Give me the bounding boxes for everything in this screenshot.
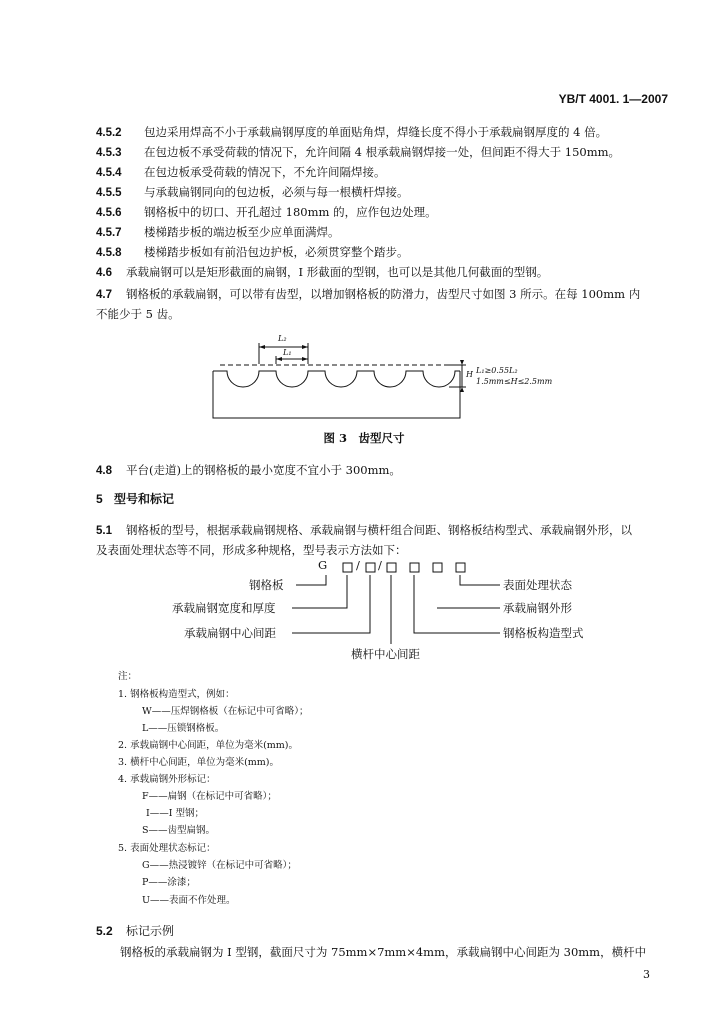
clause-text: 在包边板承受荷载的情况下，不允许间隔焊接。 xyxy=(144,165,386,179)
leader-box4 xyxy=(414,575,500,633)
label-crossbar-pitch: 横杆中心间距 xyxy=(351,647,420,661)
clause-number: 4.5.4 xyxy=(96,167,122,179)
formula-h: 1.5mm≤H≤2.5mm xyxy=(476,377,553,386)
note-line: P——涂漆； xyxy=(142,877,196,888)
section-title: 型号和标记 xyxy=(114,492,175,506)
clause-text: 钢格板中的切口、开孔超过 180mm 的，应作包边处理。 xyxy=(144,205,437,219)
clause-number: 4.5.5 xyxy=(96,187,122,199)
label-grating: 钢格板 xyxy=(249,578,284,592)
clause-text: 钢格板的承载扁钢，可以带有齿型，以增加钢格板的防滑力，齿型尺寸如图 3 所示。在每 100mm 内 xyxy=(126,287,641,301)
clause-title: 标记示例 xyxy=(126,924,175,938)
note-line: U——表面不作处理。 xyxy=(142,895,236,906)
label-bar-pitch: 承载扁钢中心间距 xyxy=(184,626,276,640)
code-box-4 xyxy=(410,563,419,572)
clause-number: 4.5.6 xyxy=(96,207,122,219)
clause-number: 4.5.8 xyxy=(96,247,122,259)
figure-caption: 图 3 齿型尺寸 xyxy=(323,431,405,445)
leader-box1 xyxy=(292,575,347,608)
leader-box6 xyxy=(460,575,500,585)
clause-number: 4.6 xyxy=(96,267,112,279)
note-line: 5. 表面处理状态标记： xyxy=(118,843,216,854)
clause-5-2-text: 钢格板的承载扁钢为 I 型钢，截面尺寸为 75mm×7mm×4mm，承载扁钢中心间距为 30mm，横杆中 xyxy=(120,945,647,959)
note-line: 1. 钢格板构造型式，例如： xyxy=(118,689,235,700)
clause-number: 4.7 xyxy=(96,289,112,301)
note-line: 2. 承载扁钢中心间距，单位为毫米(mm)。 xyxy=(118,740,299,751)
code-box-1 xyxy=(343,563,352,572)
dim-l1-label: L₁ xyxy=(283,348,292,357)
code-slash: / xyxy=(356,558,360,572)
clause-text: 与承载扁钢同向的包边板，必须与每一根横杆焊接。 xyxy=(144,185,409,199)
code-slash: / xyxy=(378,558,382,572)
note-line: F——扁钢（在标记中可省略）； xyxy=(142,791,277,802)
formula-l1: L₁≥0.55L₂ xyxy=(476,366,518,375)
clause-text: 楼梯踏步板的端边板至少应单面满焊。 xyxy=(144,225,340,239)
clause-text: 承载扁钢可以是矩形截面的扁钢，I 形截面的型钢，也可以是其他几何截面的型钢。 xyxy=(126,265,549,279)
clause-text: 在包边板不承受荷载的情况下，允许间隔 4 根承载扁钢焊接一处，但间距不得大于 150mm。 xyxy=(144,145,621,159)
clause-number: 5.1 xyxy=(96,525,112,537)
leader-g xyxy=(296,575,326,585)
clause-5-1-cont: 及表面处理状态等不同，形成多种规格，型号表示方法如下： xyxy=(96,543,407,557)
code-letter: G xyxy=(318,558,328,572)
label-construction: 钢格板构造型式 xyxy=(503,626,584,640)
label-surface: 表面处理状态 xyxy=(503,578,572,592)
label-bar-size: 承载扁钢宽度和厚度 xyxy=(172,601,276,615)
clause-4-7-cont: 不能少于 5 齿。 xyxy=(96,307,180,321)
clause-number: 4.5.7 xyxy=(96,227,122,239)
code-box-6 xyxy=(456,563,465,572)
note-line: G——热浸镀锌（在标记中可省略）； xyxy=(142,860,297,871)
note-line: I——I 型钢； xyxy=(146,808,205,819)
leader-box2 xyxy=(292,575,370,633)
clause-text: 平台(走道)上的钢格板的最小宽度不宜小于 300mm。 xyxy=(126,463,401,477)
notes-title: 注： xyxy=(118,671,138,682)
note-line: 4. 承载扁钢外形标记： xyxy=(118,774,216,785)
code-box-2 xyxy=(366,563,375,572)
code-box-5 xyxy=(433,563,442,572)
dim-l2-label: L₂ xyxy=(278,334,287,343)
clause-number: 5.2 xyxy=(96,924,113,938)
clause-number: 4.5.3 xyxy=(96,147,122,159)
note-line: 3. 横杆中心间距，单位为毫米(mm)。 xyxy=(118,757,280,768)
note-line: L——压锁钢格板。 xyxy=(142,723,225,734)
clause-text: 包边采用焊高不小于承载扁钢厚度的单面贴角焊，焊缝长度不得小于承载扁钢厚度的 4 倍。 xyxy=(144,125,608,139)
code-box-3 xyxy=(387,563,396,572)
standard-number: YB/T 4001. 1—2007 xyxy=(558,92,668,106)
section-number: 5 xyxy=(96,492,103,506)
dim-h-label: H xyxy=(466,370,473,379)
clause-text: 楼梯踏步板如有前沿包边护板，必须贯穿整个踏步。 xyxy=(144,245,409,259)
clause-number: 4.8 xyxy=(96,465,112,477)
note-line: W——压焊钢格板（在标记中可省略）； xyxy=(142,706,309,717)
note-line: S——齿型扁钢。 xyxy=(142,825,216,836)
page-number: 3 xyxy=(643,968,650,981)
clause-5-2-heading xyxy=(96,922,174,939)
label-bar-shape: 承载扁钢外形 xyxy=(503,601,572,615)
clause-text: 钢格板的型号，根据承载扁钢规格、承载扁钢与横杆组合间距、钢格板结构型式、承载扁钢外形，以 xyxy=(126,523,632,537)
clause-number: 4.5.2 xyxy=(96,127,122,139)
